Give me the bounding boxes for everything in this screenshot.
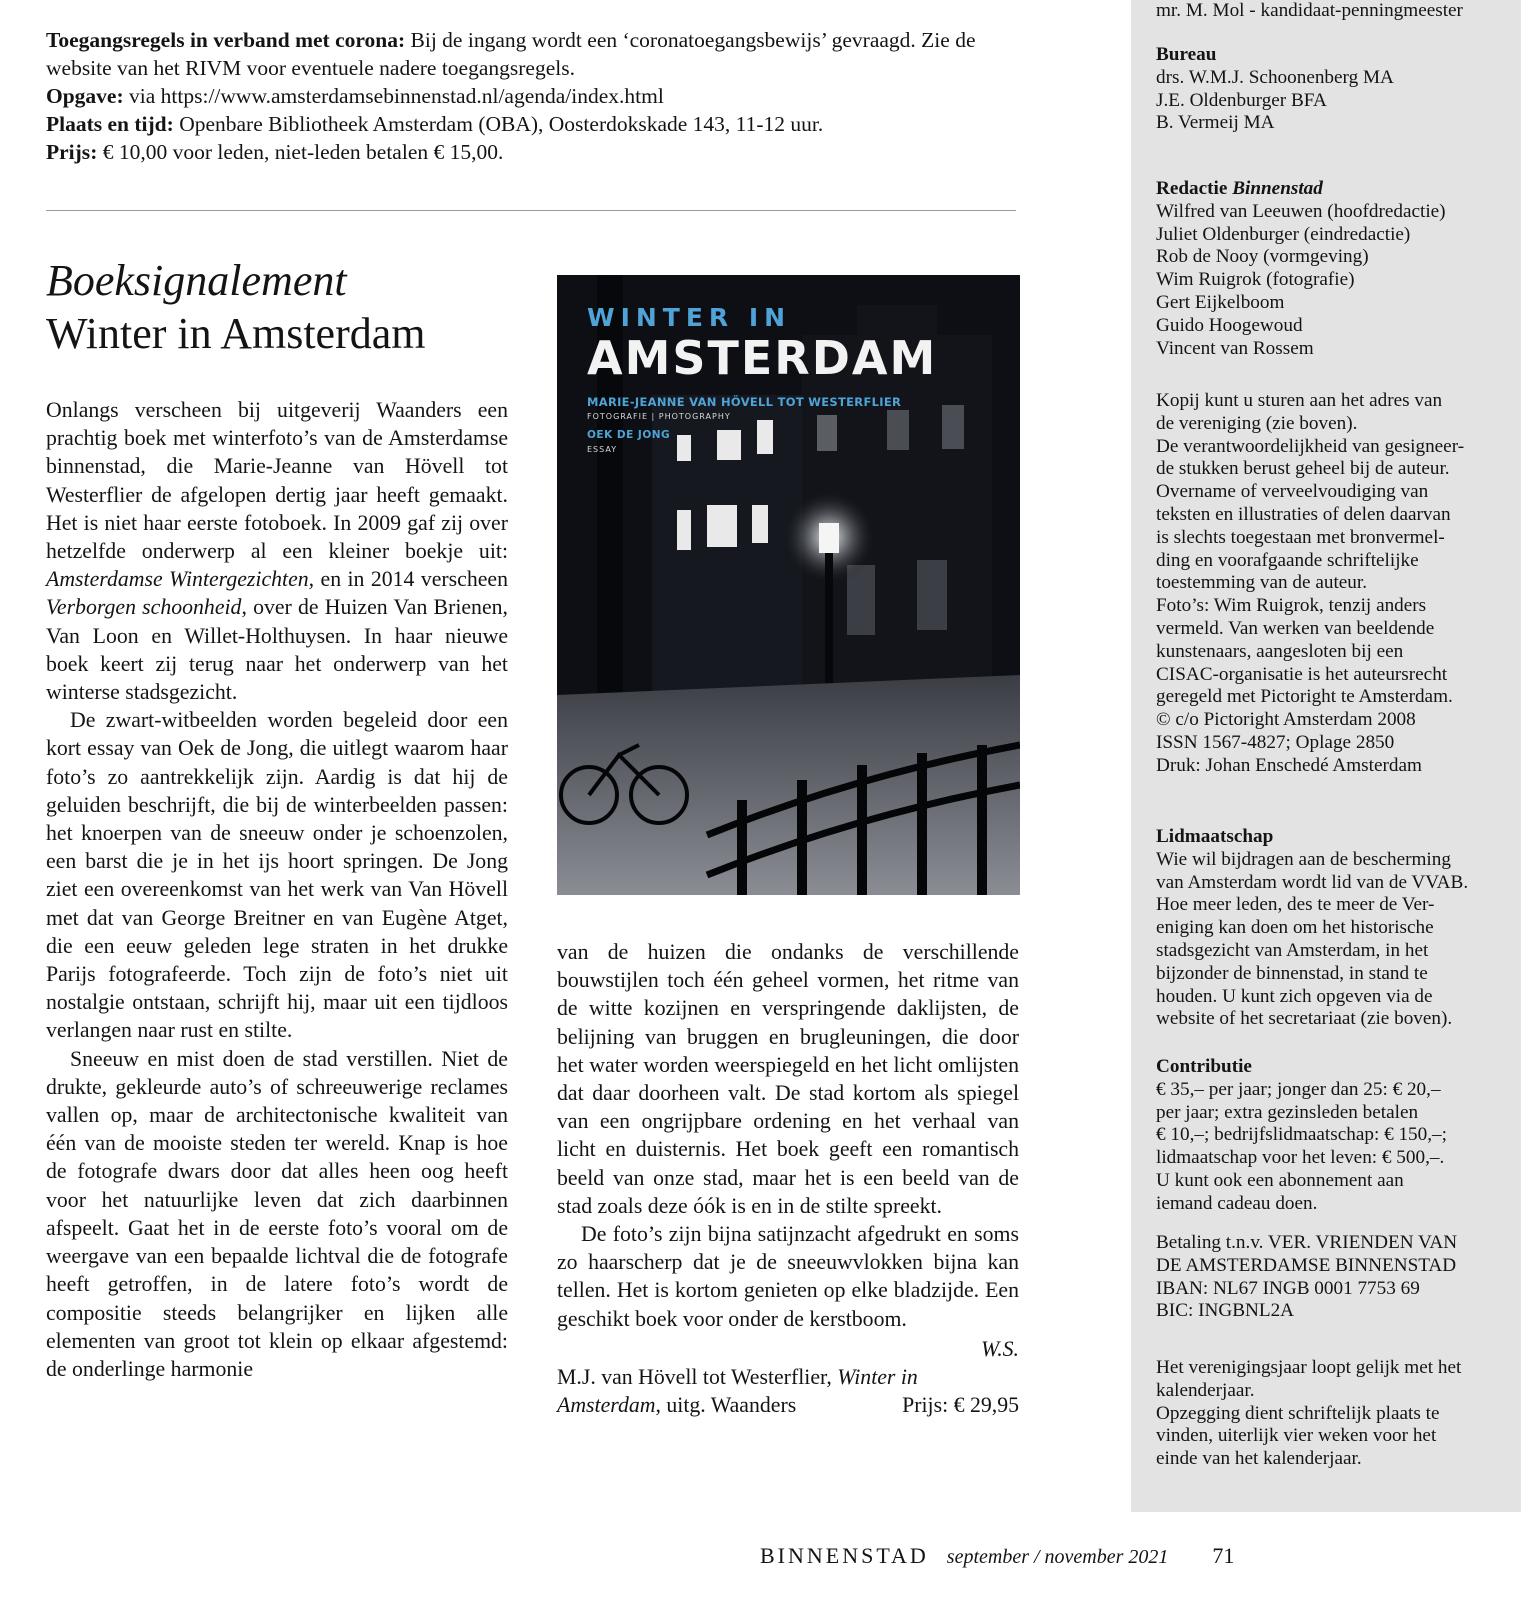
cover-title-line-1: WINTER IN bbox=[587, 303, 792, 332]
access-rules: Toegangsregels in verband met corona: Bij de ingang wordt een ‘coronatoegangsbewijs’ gevraagd. Zie de website van het RIVM voor eventuele nadere toegangsregels. bbox=[46, 28, 976, 80]
place-time-info: Plaats en tijd: Openbare Bibliotheek Amsterdam (OBA), Oosterdokskade 143, 11-12 uur. bbox=[46, 112, 824, 136]
signup-text: via https://www.amsterdamsebinnenstad.nl/agenda/index.html bbox=[123, 84, 664, 108]
book-title-verborgen: Verborgen schoonheid bbox=[46, 595, 242, 620]
contribution-heading: Contributie bbox=[1156, 1056, 1252, 1077]
book-credit bbox=[557, 1363, 1019, 1419]
article-column-1 bbox=[46, 396, 508, 1383]
membership-section: Lidmaatschap Wie wil bijdragen aan de bescherming van Amsterdam wordt lid van de VVAB. Hoe meer leden, des te meer de Ver- eniging kan doen om het historische stadsgezicht van Amsterdam, in het bijzonder de binnenstad, in stand te houden. U kunt zich opgeven via de website of het secretariaat (zie boven). bbox=[1156, 826, 1516, 1031]
colophon-sidebar bbox=[1131, 0, 1521, 1512]
paragraph-1: Onlangs verscheen bij uitgeverij Waanders een prachtig boek met winterfoto’s van de Amsterdamse binnenstad, die Marie-Jeanne van Hövell tot Westerflier de afgelopen dertig jaar heeft gemaakt. Het is niet haar eerste fotoboek. In 2009 gaf zij over hetzelfde onderwerp al een kleiner boekje uit: Amsterdamse Wintergezichten, en in 2014 verscheen Verborgen schoonheid, over de Huizen Van Brienen, Van Loon en Willet-Holthuysen. In haar nieuwe boek keert zij terug naar het onderwerp van het winterse stadsgezicht. bbox=[46, 398, 508, 705]
redactie-section: Redactie Binnenstad Wilfred van Leeuwen (hoofdredactie) Juliet Oldenburger (eindredactie) Rob de Nooy (vormgeving) Wim Ruigrok (fotografie) Gert Eijkelboom Guido Hoogewoud Vincent van Rossem bbox=[1156, 178, 1516, 360]
book-cover-image bbox=[557, 275, 1020, 895]
article-title: Winter in Amsterdam bbox=[46, 309, 426, 358]
book-credit-line-1: M.J. van Hövell tot Westerflier, Winter in bbox=[557, 1365, 918, 1390]
paragraph-4: De foto’s zijn bijna satijnzacht afgedrukt en soms zo haarscherp dat je de sneeuwvlokken bijna kan tellen. Het is kortom genieten op elke bladzijde. Een geschikt boek voor onder de kerstboom. bbox=[557, 1222, 1019, 1331]
bureau-heading: Bureau bbox=[1156, 44, 1217, 65]
paragraph-3: Sneeuw en mist doen de stad verstillen. Niet de drukte, gekleurde auto’s of schreeuwerige reclames vallen op, maar de architectonische kwaliteit van één van de mooiste steden ter wereld. Knap is hoe de fotografe dwars door dat alles heen oog heeft voor het natuurlijke leven dat zich daarbinnen afspeelt. Gaat het in de eerste foto’s vooral om de weergave van een bepaalde lichtval die de fotografe heeft getroffen, in de latere foto’s wordt de compositie steeds belangrijker en lijken alle elementen van groot tot klein op elkaar afgestemd: de onderlinge harmonie bbox=[46, 1046, 508, 1381]
membership-heading: Lidmaatschap bbox=[1156, 826, 1274, 847]
cover-essayist: OEK DE JONG bbox=[587, 429, 671, 441]
signup-label: Opgave bbox=[46, 84, 117, 108]
page-number: 71 bbox=[1212, 1543, 1235, 1568]
payment-section: Betaling t.n.v. VER. VRIENDEN VAN DE AMSTERDAMSE BINNENSTAD IBAN: NL67 INGB 0001 7753 69 BIC: INGBNL2A bbox=[1156, 1232, 1458, 1322]
cover-author: MARIE-JEANNE VAN HÖVELL TOT WESTERFLIER bbox=[587, 395, 902, 409]
place-time-text: Openbare Bibliotheek Amsterdam (OBA), Oosterdokskade 143, 11-12 uur. bbox=[173, 112, 824, 136]
paragraph-3-continued: van de huizen die ondanks de verschillende bouwstijlen toch één geheel vormen, het ritme van de witte kozijnen en verspringende daklijsten, de belijning van bruggen en brugleuningen, die door het water worden weerspiegeld en het licht omlijsten dat daar doorheen valt. De stad kortom als spiegel van een ongrijpbare ordening en het verhaal van licht en duisternis. Het boek geeft een romantisch beeld van onze stad, maar het is een beeld van de stad zoals deze óók is en in de stilte spreekt. bbox=[557, 940, 1019, 1218]
article-kicker: Boeksignalement bbox=[46, 256, 347, 305]
cover-photo-credit: FOTOGRAFIE | PHOTOGRAPHY bbox=[587, 412, 731, 421]
bureau-section: Bureau drs. W.M.J. Schoonenberg MA J.E. Oldenburger BFA B. Vermeij MA bbox=[1156, 44, 1516, 135]
book-title-wintergezichten: Amsterdamse Wintergezichten, bbox=[46, 567, 315, 592]
book-price: Prijs: € 29,95 bbox=[902, 1393, 1019, 1418]
signup-info: Opgave: via https://www.amsterdamsebinnenstad.nl/agenda/index.html bbox=[46, 84, 664, 108]
redactie-heading: Redactie Binnenstad bbox=[1156, 178, 1323, 199]
event-notice bbox=[46, 26, 1016, 166]
access-rules-text: Bij de ingang wordt een ‘coronatoegangsbewijs’ gevraagd. Zie de website van het RIVM voor eventuele nadere toegangsregels. bbox=[46, 28, 976, 80]
access-rules-label: Toegangsregels in verband met corona bbox=[46, 28, 398, 52]
page-footer bbox=[760, 1543, 1234, 1570]
membership-year-section: Het verenigingsjaar loopt gelijk met het kalenderjaar. Opzegging dient schriftelijk plaats te vinden, uiterlijk vier weken voor het einde van het kalenderjaar. bbox=[1156, 1357, 1462, 1470]
article-column-2 bbox=[557, 938, 1019, 1419]
price-info: Prijs: € 10,00 voor leden, niet-leden betalen € 15,00. bbox=[46, 140, 504, 164]
cover-title-line-2: AMSTERDAM bbox=[587, 331, 938, 385]
contribution-section: Contributie € 35,– per jaar; jonger dan 25: € 20,– per jaar; extra gezinsleden betalen € 10,–; bedrijfslidmaatschap: € 150,–; lidmaatschap voor het leven: € 500,–. U kunt ook een abonnement aan iemand cadeau doen. bbox=[1156, 1056, 1516, 1216]
book-credit-line-2: Amsterdam, uitg. Waanders Prijs: € 29,95 bbox=[557, 1391, 1019, 1419]
paragraph-2: De zwart-witbeelden worden begeleid door een kort essay van Oek de Jong, die uitlegt waarom haar foto’s zo aantrekkelijk zijn. Aardig is dat hij de geluiden beschrijft, die bij de winterbeelden passen: het knoerpen van de sneeuw onder je schoenzolen, een barst die je in het ijs hoort springen. De Jong ziet een overeenkomst van het werk van Van Hövell met dat van George Breitner en van Eugène Atget, die een eeuw geleden lege straten in het drukke Parijs fotografeerde. Toch zijn de foto’s niet uit nostalgie ontstaan, schrijft hij, maar uit een tijdloos verlangen naar rust en stilte. bbox=[46, 708, 508, 1043]
cover-essay-label: ESSAY bbox=[587, 445, 618, 454]
author-signature: W.S. bbox=[981, 1336, 1019, 1361]
colophon-section: Kopij kunt u sturen aan het adres van de vereniging (zie boven). De verantwoordelijkheid van gesigneer- de stukken berust geheel bij de auteur. Overname of verveelvoudiging van teksten en illustraties of delen daarvan is slechts toegestaan met bronvermel- ding en voorafgaande schriftelijke toestemming van de auteur. Foto’s: Wim Ruigrok, tenzij anders vermeld. Van werken van beeldende kunstenaars, aangesloten bij een CISAC-organisatie is het auteursrecht geregeld met Pictoright te Amsterdam. © c/o Pictoright Amsterdam 2008 ISSN 1567-4827; Oplage 2850 Druk: Johan Enschedé Amsterdam bbox=[1156, 390, 1465, 776]
place-time-label: Plaats en tijd bbox=[46, 112, 167, 136]
treasurer-line: mr. M. Mol - kandidaat-penningmeester bbox=[1156, 0, 1463, 21]
price-label: Prijs bbox=[46, 140, 91, 164]
section-divider bbox=[46, 210, 1016, 211]
issue-date: september / november 2021 bbox=[946, 1546, 1169, 1568]
magazine-name: BINNENSTAD bbox=[760, 1543, 929, 1568]
price-text: € 10,00 voor leden, niet-leden betalen € 15,00. bbox=[97, 140, 504, 164]
